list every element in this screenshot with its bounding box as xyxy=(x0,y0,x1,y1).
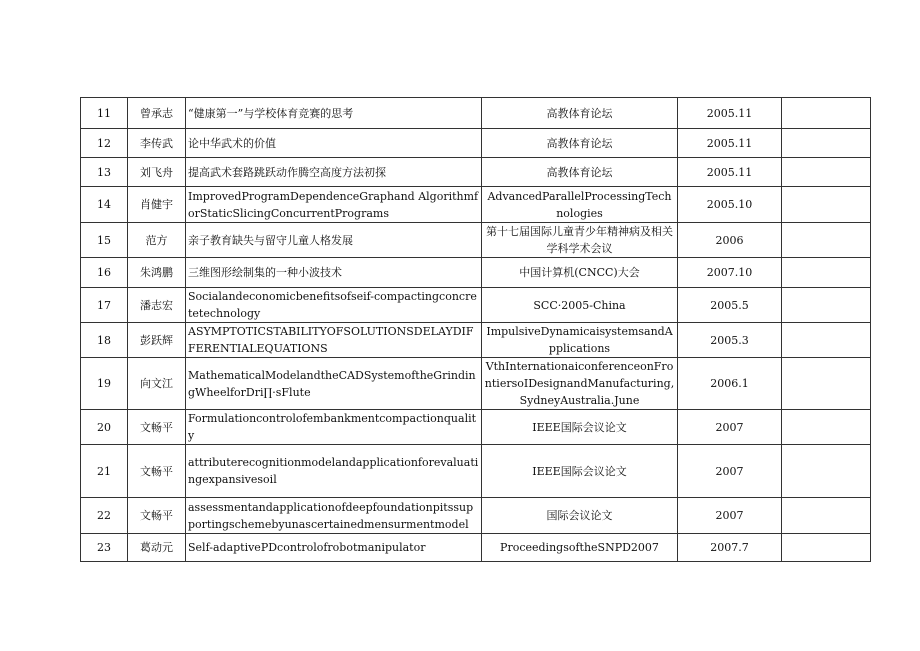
empty-cell xyxy=(782,410,871,445)
author-name: 刘飞舟 xyxy=(128,158,186,187)
paper-title: 亲子教育缺失与留守儿童人格发展 xyxy=(186,223,482,258)
paper-title: Formulationcontrolofembankmentcompactionquality xyxy=(186,410,482,445)
author-name: 向文江 xyxy=(128,358,186,410)
empty-cell xyxy=(782,288,871,323)
publication-venue: AdvancedParallelProcessingTechnologies xyxy=(482,187,678,223)
publication-venue: 高教体育论坛 xyxy=(482,158,678,187)
table-row xyxy=(81,358,871,410)
table-row xyxy=(81,323,871,358)
paper-title: 提高武术套路跳跃动作腾空高度方法初探 xyxy=(186,158,482,187)
author-name: 范方 xyxy=(128,223,186,258)
empty-cell xyxy=(782,323,871,358)
publication-date: 2007 xyxy=(678,498,782,534)
author-name: 潘志宏 xyxy=(128,288,186,323)
paper-title: ASYMPTOTICSTABILITYOFSOLUTIONSDELAYDIFFERENTIALEQUATIONS xyxy=(186,323,482,358)
publication-venue: ProceedingsoftheSNPD2007 xyxy=(482,534,678,562)
row-number: 14 xyxy=(81,187,128,223)
row-number: 19 xyxy=(81,358,128,410)
empty-cell xyxy=(782,158,871,187)
author-name: 葛动元 xyxy=(128,534,186,562)
row-number: 23 xyxy=(81,534,128,562)
row-number: 15 xyxy=(81,223,128,258)
empty-cell xyxy=(782,358,871,410)
publication-date: 2006.1 xyxy=(678,358,782,410)
publication-venue: 高教体育论坛 xyxy=(482,98,678,129)
publication-venue: IEEE国际会议论文 xyxy=(482,445,678,498)
table-row xyxy=(81,98,871,129)
row-number: 11 xyxy=(81,98,128,129)
row-number: 17 xyxy=(81,288,128,323)
author-name: 曾承志 xyxy=(128,98,186,129)
table-row xyxy=(81,410,871,445)
paper-title: Socialandeconomicbenefitsofseif-compactingconcretetechnology xyxy=(186,288,482,323)
paper-title: assessmentandapplicationofdeepfoundationpitssupportingschemebyunascertainedmensurmentmodel xyxy=(186,498,482,534)
author-name: 文畅平 xyxy=(128,410,186,445)
paper-title: “健康第一”与学校体育竞赛的思考 xyxy=(186,98,482,129)
author-name: 李传武 xyxy=(128,129,186,158)
table-row xyxy=(81,258,871,288)
table-row xyxy=(81,223,871,258)
publication-date: 2005.11 xyxy=(678,98,782,129)
row-number: 13 xyxy=(81,158,128,187)
publication-date: 2005.3 xyxy=(678,323,782,358)
publication-date: 2005.10 xyxy=(678,187,782,223)
row-number: 16 xyxy=(81,258,128,288)
publication-date: 2006 xyxy=(678,223,782,258)
empty-cell xyxy=(782,187,871,223)
row-number: 12 xyxy=(81,129,128,158)
paper-title: ImprovedProgramDependenceGraphand AlgorithmforStaticSlicingConcurrentPrograms xyxy=(186,187,482,223)
author-name: 肖健宇 xyxy=(128,187,186,223)
publication-date: 2007 xyxy=(678,410,782,445)
publication-venue: 高教体育论坛 xyxy=(482,129,678,158)
paper-title: attributerecognitionmodelandapplicationforevaluatingexpansivesoil xyxy=(186,445,482,498)
row-number: 20 xyxy=(81,410,128,445)
empty-cell xyxy=(782,498,871,534)
empty-cell xyxy=(782,534,871,562)
publication-date: 2005.5 xyxy=(678,288,782,323)
publication-date: 2005.11 xyxy=(678,158,782,187)
row-number: 22 xyxy=(81,498,128,534)
publication-date: 2005.11 xyxy=(678,129,782,158)
table-row xyxy=(81,187,871,223)
paper-title: 论中华武术的价值 xyxy=(186,129,482,158)
publications-table xyxy=(80,97,871,562)
publication-venue: SCC·2005-China xyxy=(482,288,678,323)
publication-venue: 中国计算机(CNCC)大会 xyxy=(482,258,678,288)
empty-cell xyxy=(782,98,871,129)
empty-cell xyxy=(782,129,871,158)
empty-cell xyxy=(782,445,871,498)
author-name: 文畅平 xyxy=(128,498,186,534)
author-name: 文畅平 xyxy=(128,445,186,498)
table-row xyxy=(81,445,871,498)
paper-title: MathematicalModelandtheCADSystemoftheGrindingWheelforDri∏·sFlute xyxy=(186,358,482,410)
table-row xyxy=(81,534,871,562)
empty-cell xyxy=(782,258,871,288)
table-row xyxy=(81,288,871,323)
table-row xyxy=(81,129,871,158)
publication-venue: 国际会议论文 xyxy=(482,498,678,534)
author-name: 彭跃辉 xyxy=(128,323,186,358)
publication-date: 2007.10 xyxy=(678,258,782,288)
empty-cell xyxy=(782,223,871,258)
publication-date: 2007 xyxy=(678,445,782,498)
author-name: 朱鸿鹏 xyxy=(128,258,186,288)
paper-title: Self-adaptivePDcontrolofrobotmanipulator xyxy=(186,534,482,562)
table-row xyxy=(81,158,871,187)
table-row xyxy=(81,498,871,534)
publication-venue: 第十七届国际儿童青少年精神病及相关学科学术会议 xyxy=(482,223,678,258)
paper-title: 三维图形绘制集的一种小波技术 xyxy=(186,258,482,288)
row-number: 21 xyxy=(81,445,128,498)
publication-venue: ImpulsiveDynamicaisystemsandApplications xyxy=(482,323,678,358)
row-number: 18 xyxy=(81,323,128,358)
publication-venue: IEEE国际会议论文 xyxy=(482,410,678,445)
publication-venue: VthInternationaiconferenceonFrontiersoIDesignandManufacturing,SydneyAustralia.June xyxy=(482,358,678,410)
publication-date: 2007.7 xyxy=(678,534,782,562)
